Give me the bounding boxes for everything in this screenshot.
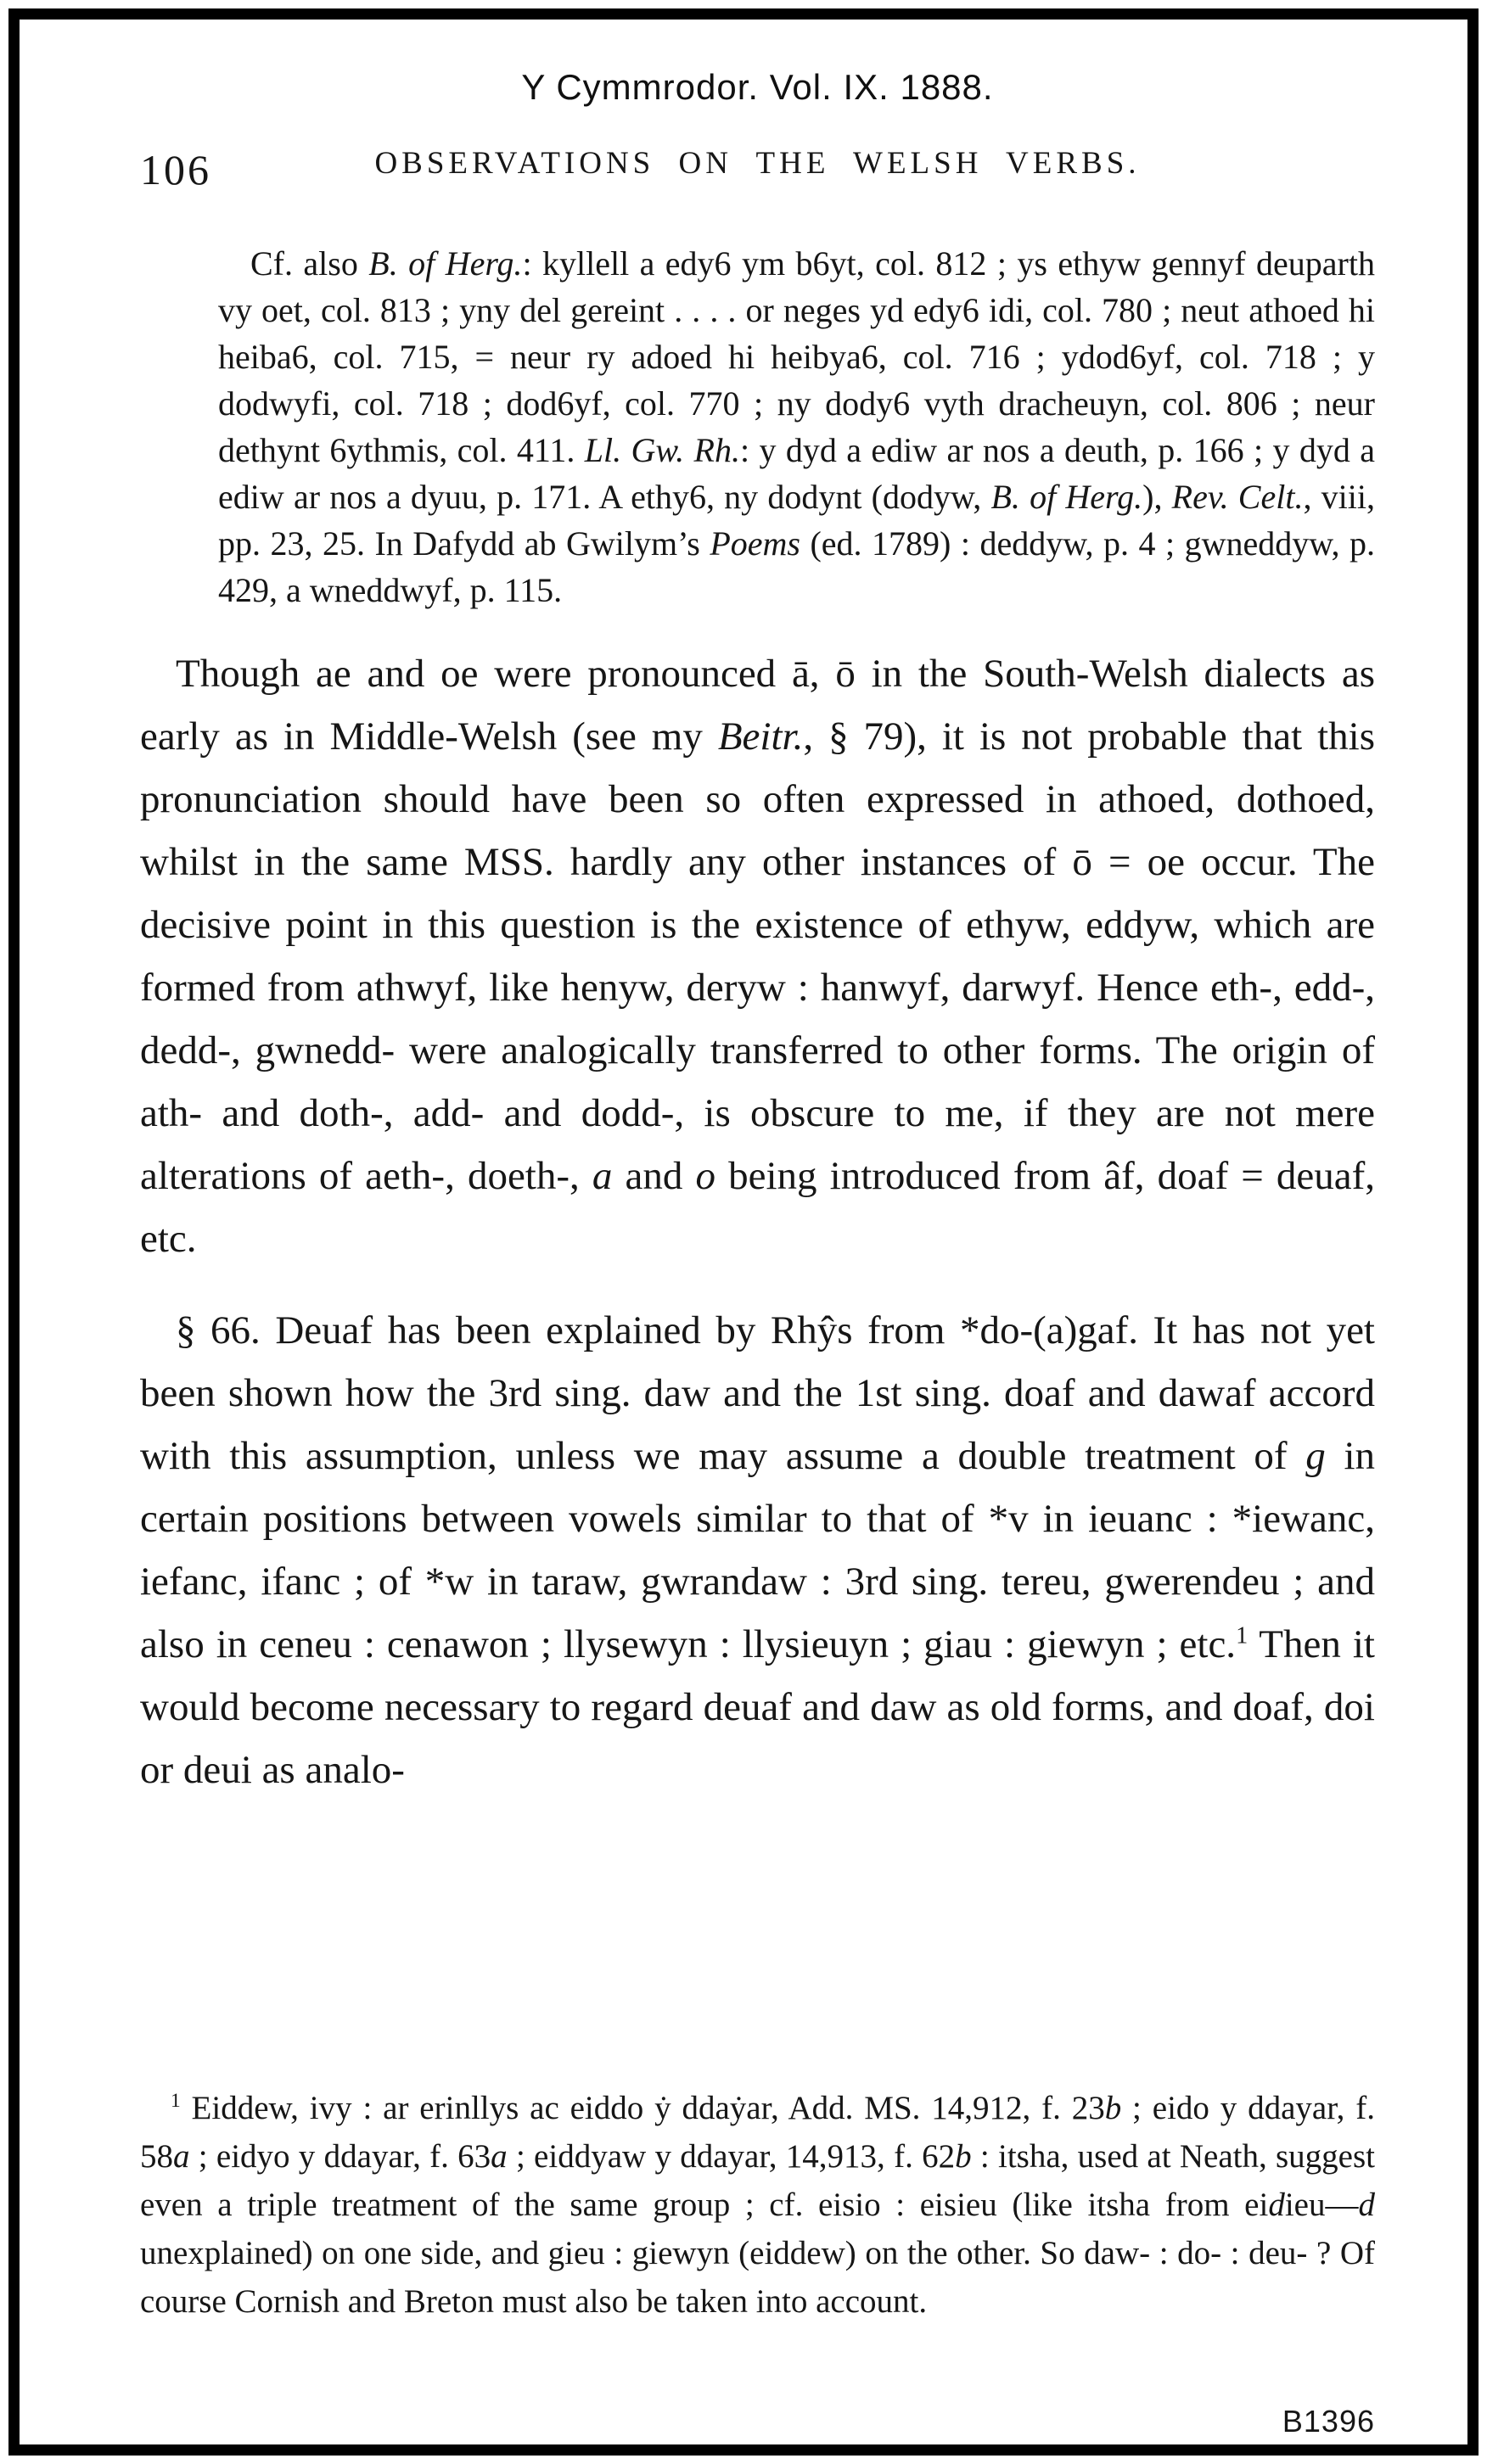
running-head: OBSERVATIONS ON THE WELSH VERBS. bbox=[374, 146, 1141, 181]
paragraph-pronunciation: Though ae and oe were pronounced ā, ō in the South-Welsh dialects as early as in Middle-Welsh (see my Beitr., § 79), it is not probable that this pronunciation should have been so often expressed in athoed, dothoed, whilst in the same MSS. hardly any other instances of ō = oe occur. The decisive point in this question is the existence of ethyw, eddyw, which are formed from athwyf, like henyw, deryw : hanwyf, darwyf. Hence eth-, edd-, dedd-, gwnedd- were analogically transferred to other forms. The origin of ath- and doth-, add- and dodd-, is obscure to me, if they are not mere alterations of aeth-, doeth-, a and o being introduced from âf, doaf = deuaf, etc. bbox=[140, 652, 1375, 1261]
footnote: $^1$ Eiddew, ivy : ar erinllys ac eiddo ẏ ddaẏar, Add. MS. 14,912, f. 23b ; eido y ddayar, f. 58a ; eidyo y ddayar, f. 63a ; eiddyaw y ddayar, 14,913, f. 62b : itsha, used at Neath, suggest even a triple treatment of the same group ; cf. eisio : eisieu (like itsha from eidieu—d unexplained) on one side, and gieu : giewyn (eiddew) on the other. So daw- : do- : deu- ? Of course Cornish and Breton must also be taken into account. bbox=[140, 2090, 1376, 2320]
catalog-stamp: B1396 bbox=[1282, 2404, 1375, 2439]
page-number: 106 bbox=[140, 146, 211, 193]
page-head bbox=[140, 145, 1375, 193]
volume-header: Y Cymmrodor. Vol. IX. 1888. bbox=[521, 67, 994, 107]
paragraph-section-66: § 66. Deuaf has been explained by Rhŷs from *do-(a)gaf. It has not yet been shown how the 3rd sing. daw and the 1st sing. doaf and dawaf accord with this assumption, unless we may assume a double treatment of g in certain positions between vowels similar to that of *v in ieuanc : *iewanc, iefanc, ifanc ; of *w in taraw, gwrandaw : 3rd sing. tereu, gwerendeu ; and also in ceneu : cenawon ; llysewyn : llysieuyn ; giau : giewyn ; etc.$^1$ Then it would become necessary to regard deuaf and daw as old forms, and doaf, doi or deui as analo- bbox=[140, 1308, 1375, 1792]
citations-paragraph: Cf. also B. of Herg.: kyllell a edy6 ym b6yt, col. 812 ; ys ethyw gennyf deuparth vy oet, col. 813 ; yny del gereint . . . . or neges yd edy6 idi, col. 780 ; neut athoed hi heiba6, col. 715, = neur ry adoed hi heibya6, col. 716 ; ydod6yf, col. 718 ; y dodwyfi, col. 718 ; dod6yf, col. 770 ; ny dody6 vyth dracheuyn, col. 806 ; neur dethynt 6ythmis, col. 411. Ll. Gw. Rh.: y dyd a ediw ar nos a deuth, p. 166 ; y dyd a ediw ar nos a dyuu, p. 171. A ethy6, ny dodynt (dodyw, B. of Herg.), Rev. Celt., viii, pp. 23, 25. In Dafydd ab Gwilym’s Poems (ed. 1789) : deddyw, p. 4 ; gwneddyw, p. 429, a wneddwyf, p. 115. bbox=[218, 244, 1376, 609]
scanned-page-frame bbox=[8, 8, 1479, 2456]
